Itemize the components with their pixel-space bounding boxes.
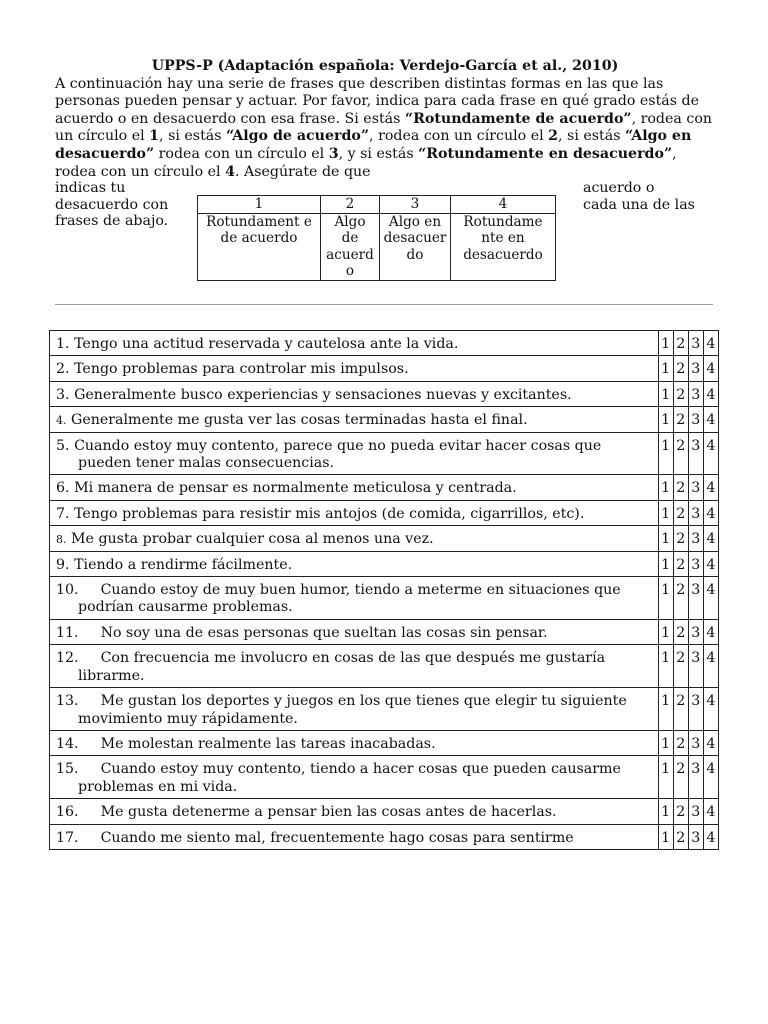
item-question-text	[56, 693, 654, 728]
item-question	[50, 331, 659, 356]
item-number: 2.	[56, 361, 70, 378]
item-number: 10.	[56, 582, 79, 599]
item-question	[50, 688, 659, 731]
answer-option-4[interactable]: 4	[703, 756, 718, 799]
item-row	[50, 381, 719, 406]
scale-label: Rotundame nte en desacuerdo	[451, 213, 556, 280]
answer-option-2[interactable]: 2	[673, 500, 688, 525]
item-question-text	[56, 557, 654, 574]
item-question	[50, 824, 659, 849]
option-3-number: 3	[328, 145, 339, 162]
instructions-text: A continuación hay una serie de frases que describen distintas formas en las que las personas pueden pensar y actuar. Por favor, indica para cada frase en qué grado estás de acuerdo o en desacuerdo con esa frase. Si estás	[55, 75, 699, 127]
item-row	[50, 730, 719, 755]
option-1-number: 1	[149, 128, 160, 145]
answer-option-1[interactable]: 1	[658, 407, 673, 432]
answer-option-4[interactable]: 4	[703, 619, 718, 644]
item-row	[50, 756, 719, 799]
answer-option-4[interactable]: 4	[703, 730, 718, 755]
answer-option-4[interactable]: 4	[703, 688, 718, 731]
answer-option-2[interactable]: 2	[673, 526, 688, 551]
instructions-text: , y si estás	[338, 145, 419, 162]
option-3-name: “Algo en desacuerdo”	[55, 128, 692, 162]
answer-option-2[interactable]: 2	[673, 407, 688, 432]
answer-option-3[interactable]: 3	[688, 475, 703, 500]
item-number: 9.	[56, 556, 70, 573]
item-row	[50, 331, 719, 356]
item-question	[50, 619, 659, 644]
item-text: Con frecuencia me involucro en cosas de las que después me gustaría librarme.	[78, 650, 606, 684]
instructions-text: , rodea con un círculo el	[55, 145, 677, 180]
item-row	[50, 824, 719, 849]
answer-option-3[interactable]: 3	[688, 824, 703, 849]
item-number: 15.	[56, 761, 79, 778]
item-question-text	[56, 582, 654, 617]
answer-option-1[interactable]: 1	[658, 645, 673, 688]
scale-number: 2	[321, 196, 380, 214]
answer-option-3[interactable]: 3	[688, 526, 703, 551]
item-question	[50, 475, 659, 500]
answer-option-3[interactable]: 3	[688, 432, 703, 475]
answer-option-2[interactable]: 2	[673, 331, 688, 356]
instructions-wrap-right-1: acuerdo o	[583, 180, 655, 196]
item-text: Cuando me siento mal, frecuentemente hago cosas para sentirme	[100, 829, 574, 846]
instructions-text: , si estás	[558, 128, 625, 145]
answer-option-1[interactable]: 1	[658, 688, 673, 731]
item-text: Mi manera de pensar es normalmente meticulosa y centrada.	[74, 480, 517, 497]
scale-label: Algo en desacuer do	[380, 213, 451, 280]
instructions-text: , rodea con un círculo el	[369, 128, 549, 145]
answer-option-3[interactable]: 3	[688, 645, 703, 688]
answer-option-4[interactable]: 4	[703, 432, 718, 475]
item-question-text	[56, 830, 654, 847]
items-table	[49, 330, 719, 850]
answer-option-4[interactable]: 4	[703, 356, 718, 381]
answer-option-2[interactable]: 2	[673, 432, 688, 475]
item-text: Generalmente me gusta ver las cosas terminadas hasta el final.	[71, 412, 528, 429]
item-number: 4.	[56, 414, 67, 428]
item-question-text	[56, 361, 654, 378]
item-number: 16.	[56, 804, 79, 821]
answer-option-1[interactable]: 1	[658, 432, 673, 475]
item-row	[50, 799, 719, 824]
item-text: Cuando estoy muy contento, parece que no pueda evitar hacer cosas que pueden tener malas consecuencias.	[74, 437, 602, 472]
item-row	[50, 551, 719, 576]
item-question-text	[56, 480, 654, 497]
answer-option-1[interactable]: 1	[658, 577, 673, 620]
item-question	[50, 381, 659, 406]
answer-option-1[interactable]: 1	[658, 331, 673, 356]
response-scale-table	[197, 195, 556, 281]
answer-option-1[interactable]: 1	[658, 551, 673, 576]
answer-option-2[interactable]: 2	[673, 730, 688, 755]
instructions-text: . Asegúrate de que	[234, 163, 371, 180]
page-title: UPPS-P (Adaptación española: Verdejo-García et al., 2010)	[151, 58, 619, 74]
answer-option-4[interactable]: 4	[703, 551, 718, 576]
scale-number: 3	[380, 196, 451, 214]
item-question-text	[56, 438, 654, 473]
answer-option-1[interactable]: 1	[658, 756, 673, 799]
scale-number: 1	[198, 196, 321, 214]
answer-option-1[interactable]: 1	[658, 475, 673, 500]
answer-option-3[interactable]: 3	[688, 500, 703, 525]
item-number: 6.	[56, 480, 70, 497]
item-number: 1.	[56, 336, 70, 352]
item-text: Me gusta detenerme a pensar bien las cosas antes de hacerlas.	[100, 804, 557, 821]
item-row	[50, 688, 719, 731]
item-row	[50, 645, 719, 688]
answer-option-2[interactable]: 2	[673, 577, 688, 620]
option-2-name: “Algo de acuerdo”	[226, 128, 370, 145]
option-1-name: “Rotundamente de acuerdo”	[404, 110, 632, 127]
item-row	[50, 500, 719, 525]
instructions	[55, 58, 715, 181]
item-question-text	[56, 387, 654, 404]
item-question-text	[56, 531, 654, 548]
answer-option-2[interactable]: 2	[673, 551, 688, 576]
answer-option-2[interactable]: 2	[673, 356, 688, 381]
answer-option-2[interactable]: 2	[673, 824, 688, 849]
instructions-text: rodea con un círculo el	[154, 145, 329, 162]
item-question	[50, 799, 659, 824]
instructions-text: , rodea con un círculo el	[55, 110, 713, 145]
item-row	[50, 526, 719, 551]
answer-option-4[interactable]: 4	[703, 645, 718, 688]
item-question	[50, 432, 659, 475]
answer-option-4[interactable]: 4	[703, 824, 718, 849]
answer-option-3[interactable]: 3	[688, 730, 703, 755]
answer-option-3[interactable]: 3	[688, 407, 703, 432]
item-question	[50, 356, 659, 381]
item-question	[50, 407, 659, 432]
answer-option-3[interactable]: 3	[688, 331, 703, 356]
instructions-text: , si estás	[159, 128, 227, 145]
answer-option-2[interactable]: 2	[673, 799, 688, 824]
item-question-text	[56, 336, 654, 353]
answer-option-2[interactable]: 2	[673, 475, 688, 500]
answer-option-4[interactable]: 4	[703, 331, 718, 356]
answer-option-1[interactable]: 1	[658, 824, 673, 849]
item-row	[50, 407, 719, 432]
answer-option-4[interactable]: 4	[703, 407, 718, 432]
item-number: 14.	[56, 735, 79, 752]
answer-option-2[interactable]: 2	[673, 756, 688, 799]
answer-option-3[interactable]: 3	[688, 356, 703, 381]
answer-option-4[interactable]: 4	[703, 381, 718, 406]
item-text: Me molestan realmente las tareas inacabadas.	[100, 735, 436, 752]
scale-number: 4	[451, 196, 556, 214]
item-text: Me gusta probar cualquier cosa al menos una vez.	[71, 531, 434, 548]
answer-option-3[interactable]: 3	[688, 688, 703, 731]
item-text: Tengo una actitud reservada y cautelosa ante la vida.	[74, 336, 459, 352]
answer-option-3[interactable]: 3	[688, 619, 703, 644]
instructions-wrap-left-1: indicas tu	[55, 180, 126, 196]
item-row	[50, 475, 719, 500]
option-4-number: 4	[225, 163, 235, 180]
instructions-wrap-right-2: cada una de las	[583, 197, 695, 213]
answer-option-1[interactable]: 1	[658, 356, 673, 381]
item-text: Tengo problemas para controlar mis impulsos.	[74, 361, 409, 378]
item-number: 8.	[56, 533, 67, 547]
item-question	[50, 577, 659, 620]
answer-option-1[interactable]: 1	[658, 500, 673, 525]
answer-option-2[interactable]: 2	[673, 381, 688, 406]
item-number: 17.	[56, 829, 79, 846]
item-row	[50, 619, 719, 644]
answer-option-1[interactable]: 1	[658, 381, 673, 406]
answer-option-1[interactable]: 1	[658, 526, 673, 551]
answer-option-4[interactable]: 4	[703, 577, 718, 620]
item-question	[50, 526, 659, 551]
divider	[55, 304, 713, 305]
item-text: Tengo problemas para resistir mis antojos (de comida, cigarrillos, etc).	[74, 505, 585, 522]
item-question-text	[56, 625, 654, 642]
item-row	[50, 432, 719, 475]
item-text: Cuando estoy de muy buen humor, tiendo a meterme en situaciones que podrían causarme problemas.	[78, 582, 621, 616]
item-question	[50, 730, 659, 755]
answer-option-2[interactable]: 2	[673, 645, 688, 688]
scale-label: Rotundament e de acuerdo	[198, 213, 321, 280]
item-question	[50, 645, 659, 688]
answer-option-3[interactable]: 3	[688, 799, 703, 824]
option-4-name: “Rotundamente en desacuerdo”	[418, 145, 673, 162]
item-number: 13.	[56, 693, 79, 710]
answer-option-2[interactable]: 2	[673, 619, 688, 644]
item-question	[50, 500, 659, 525]
instructions-wrap-left-3: frases de abajo.	[55, 213, 169, 229]
item-number: 3.	[56, 386, 70, 403]
answer-option-4[interactable]: 4	[703, 799, 718, 824]
option-2-number: 2	[548, 128, 559, 145]
answer-option-1[interactable]: 1	[658, 799, 673, 824]
answer-option-3[interactable]: 3	[688, 381, 703, 406]
item-text: Me gustan los deportes y juegos en los que tienes que elegir tu siguiente movimiento muy rápidamente.	[78, 693, 627, 727]
item-number: 7.	[56, 505, 70, 522]
item-question-text	[56, 804, 654, 821]
item-number: 11.	[56, 624, 79, 641]
item-question-text	[56, 412, 654, 429]
item-number: 5.	[56, 437, 70, 454]
scale-label: Algo de acuerd o	[321, 213, 380, 280]
item-question	[50, 756, 659, 799]
answer-option-2[interactable]: 2	[673, 688, 688, 731]
answer-option-4[interactable]: 4	[703, 526, 718, 551]
item-row	[50, 577, 719, 620]
answer-option-4[interactable]: 4	[703, 500, 718, 525]
item-text: Generalmente busco experiencias y sensaciones nuevas y excitantes.	[74, 386, 572, 403]
item-text: No soy una de esas personas que sueltan las cosas sin pensar.	[100, 624, 548, 641]
instructions-wrap-left-2: desacuerdo con	[55, 197, 169, 213]
answer-option-1[interactable]: 1	[658, 730, 673, 755]
item-question-text	[56, 650, 654, 685]
item-number: 12.	[56, 650, 79, 667]
answer-option-1[interactable]: 1	[658, 619, 673, 644]
item-question-text	[56, 761, 654, 796]
answer-option-3[interactable]: 3	[688, 551, 703, 576]
item-question	[50, 551, 659, 576]
item-text: Tiendo a rendirme fácilmente.	[74, 556, 293, 573]
answer-option-4[interactable]: 4	[703, 475, 718, 500]
answer-option-3[interactable]: 3	[688, 577, 703, 620]
item-question-text	[56, 736, 654, 753]
item-question-text	[56, 506, 654, 523]
item-text: Cuando estoy muy contento, tiendo a hacer cosas que pueden causarme problemas en mi vida.	[78, 761, 621, 795]
answer-option-3[interactable]: 3	[688, 756, 703, 799]
item-row	[50, 356, 719, 381]
